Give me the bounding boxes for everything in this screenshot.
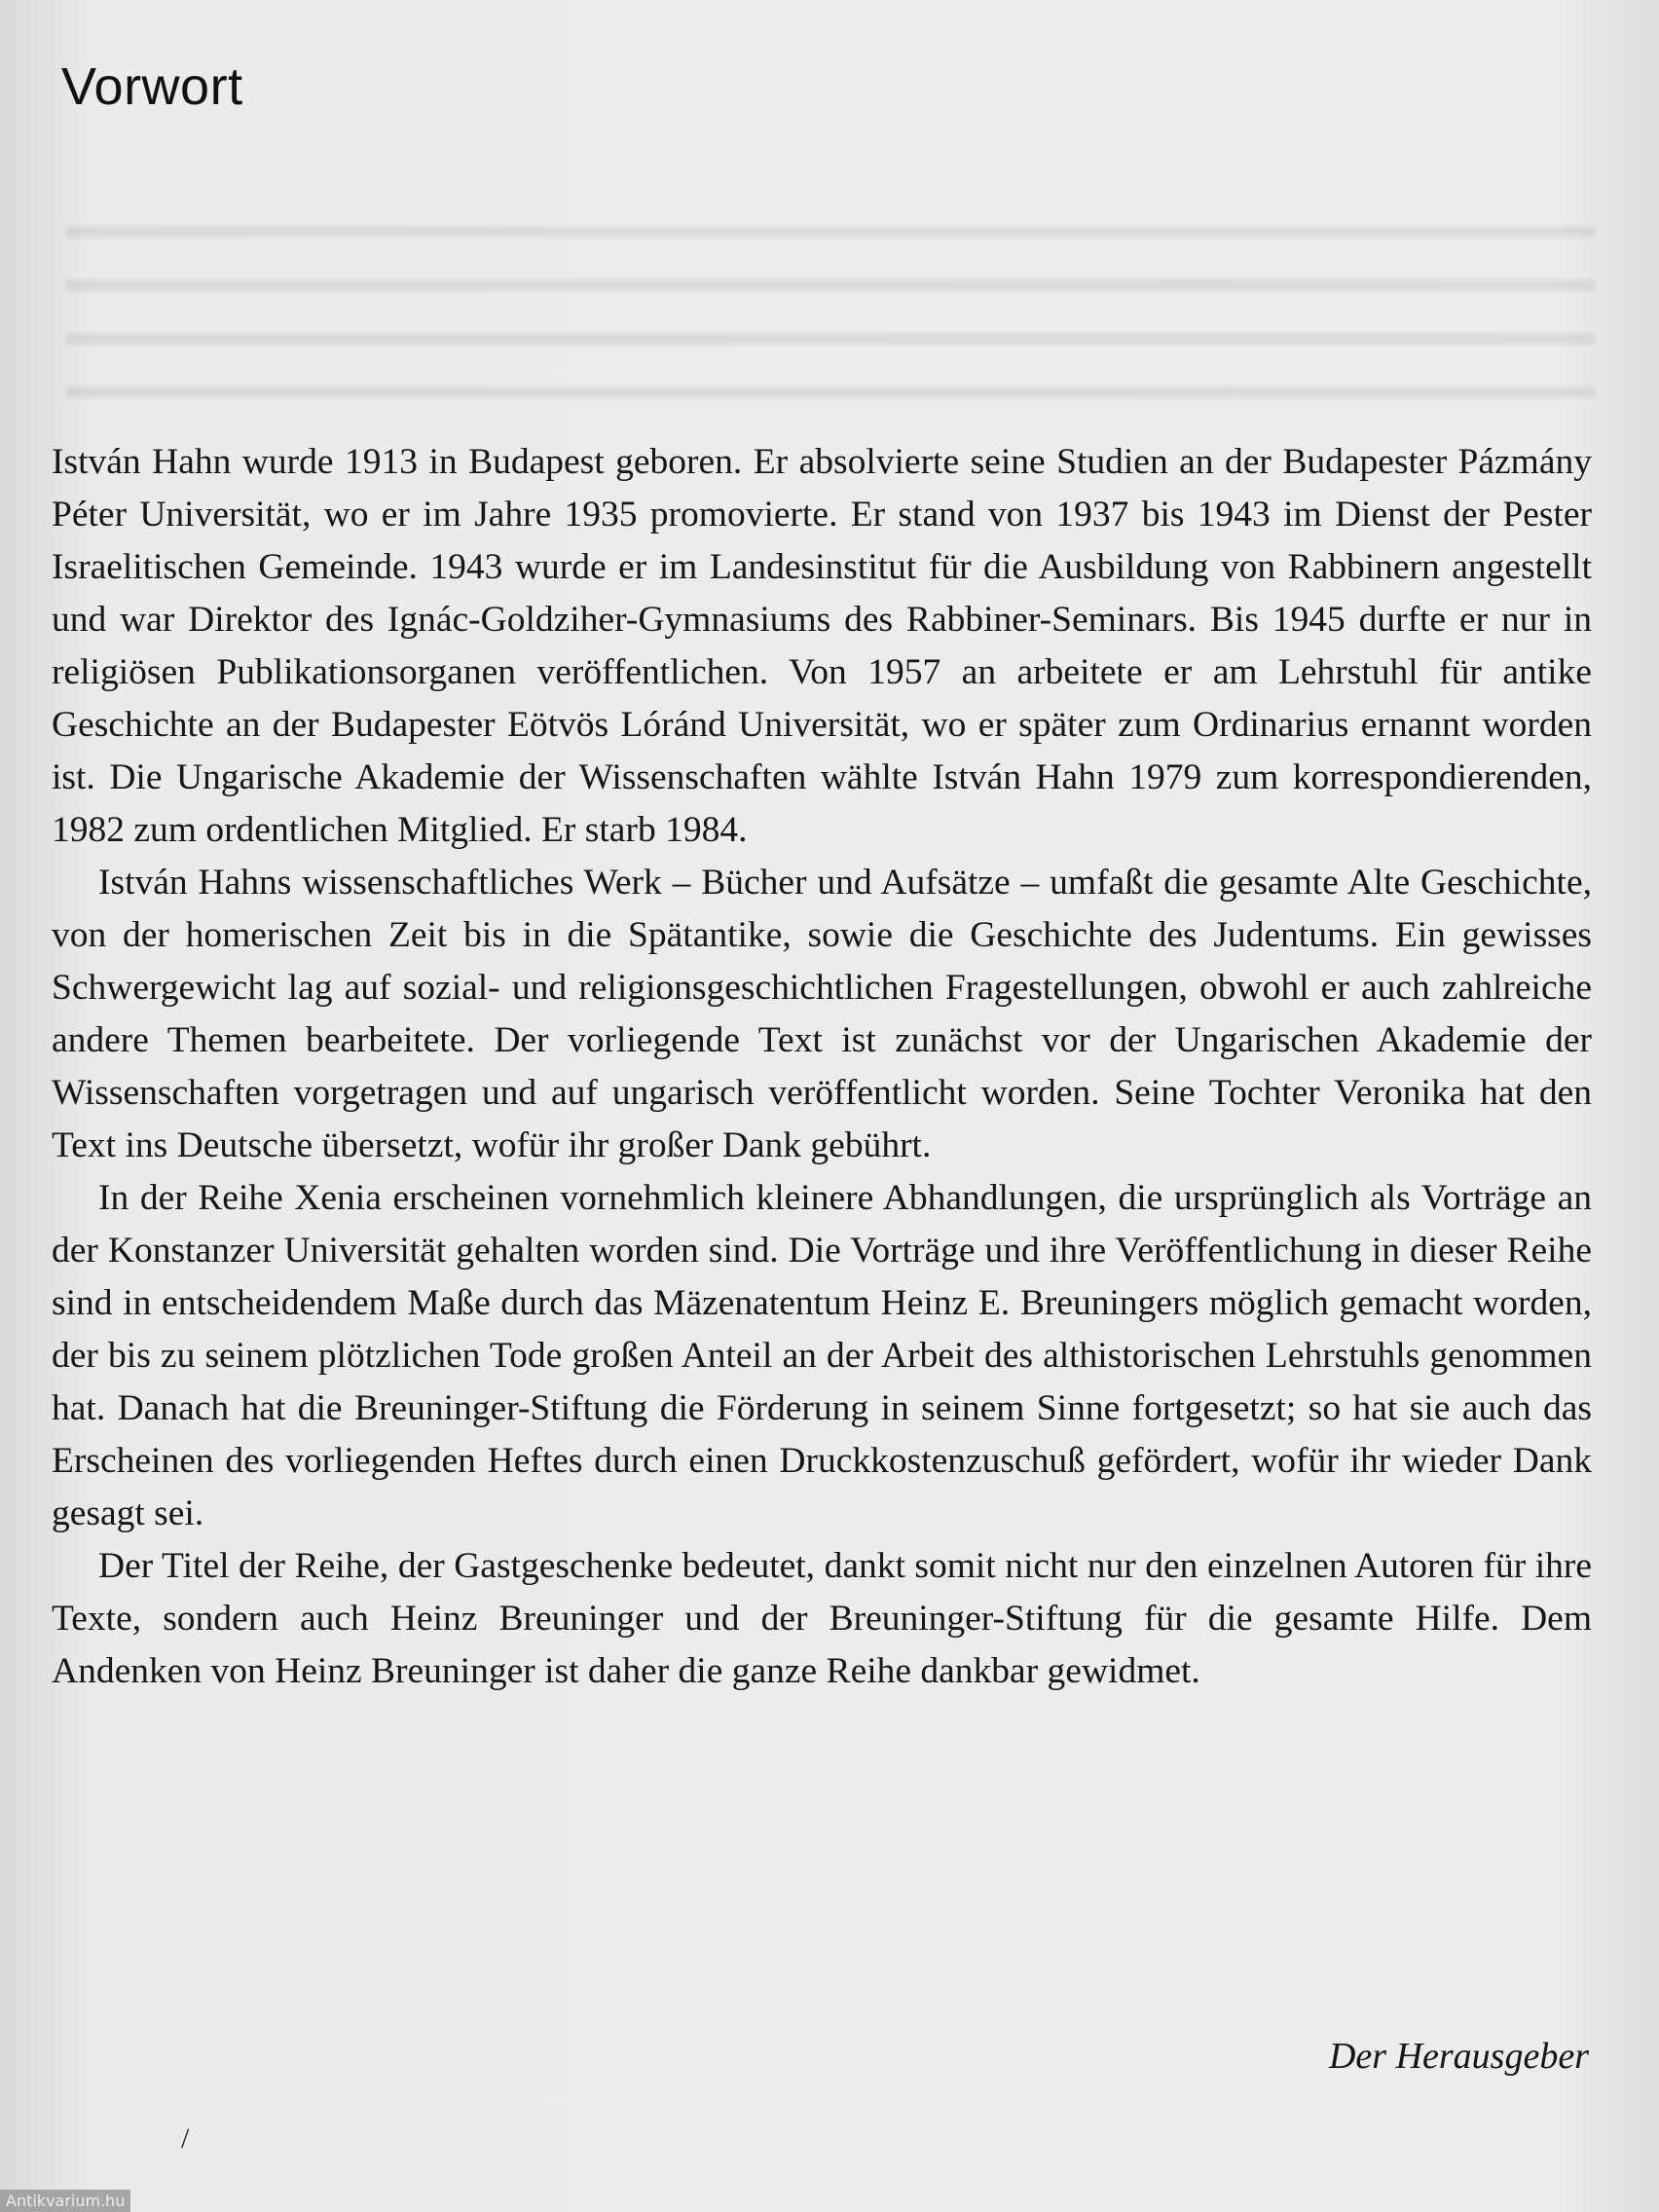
paragraph-biography: István Hahn wurde 1913 in Budapest geboren. Er absolvierte seine Studien an der Budapester Pázmány Péter Universität, wo er im Jahre 1935 promovierte. Er stand von 1937 bis 1943 im Dienst der Pester Israelitischen Gemeinde. 1943 wurde er im Landesinstitut für die Ausbildung von Rabbinern angestellt und war Direktor des Ignác-Goldziher-Gymnasiums des Rabbiner-Seminars. Bis 1945 durfte er nur in religiösen Publikationsorganen veröffentlichen. Von 1957 an arbeitete er am Lehrstuhl für antike Geschichte an der Budapester Eötvös Lóránd Universität, wo er später zum Ordinarius ernannt worden ist. Die Ungarische Akademie der Wissenschaften wählte István Hahn 1979 zum korrespondierenden, 1982 zum ordentlichen Mitglied. Er starb 1984. (52, 442, 1592, 850)
signature-editor: Der Herausgeber (1328, 2036, 1589, 2077)
paragraph-dedication: Der Titel der Reihe, der Gastgeschenke bedeutet, dankt somit nicht nur den einzelnen Autoren für ihre Texte, sondern auch Heinz Breuninger und der Breuninger-Stiftung für die gesamte Hilfe. Dem Andenken von Heinz Breuninger ist daher die ganze Reihe dankbar gewidmet. (52, 1546, 1592, 1691)
paragraph-xenia-series: In der Reihe Xenia erscheinen vornehmlich kleinere Abhandlungen, die ursprünglich als Vorträge an der Konstanzer Universität gehalten worden sind. Die Vorträge und ihre Veröffentlichung in dieser Reihe sind in entscheidendem Maße durch das Mäzenatentum Heinz E. Breuningers möglich gemacht worden, der bis zu seinem plötzlichen Tode großen Anteil an der Arbeit des althistorischen Lehrstuhls genommen hat. Danach hat die Breuninger-Stiftung die Förderung in seinem Sinne fortgesetzt; so hat sie auch das Erscheinen des vorliegenden Heftes durch einen Druckkostenzuschuß gefördert, wofür ihr wieder Dank gesagt sei. (52, 1178, 1592, 1533)
margin-mark: / (181, 2122, 190, 2155)
page-title: Vorwort (61, 57, 243, 116)
watermark-logo: Antikvarium.hu (0, 2190, 130, 2212)
paragraph-scholarly-work: István Hahns wissenschaftliches Werk – Bücher und Aufsätze – umfaßt die gesamte Alte Geschichte, von der homerischen Zeit bis in die Spätantike, sowie die Geschichte des Judentums. Ein gewisses Schwergewicht lag auf sozial- und religionsgeschichtlichen Fragestellungen, obwohl er auch zahlreiche andere Themen bearbeitete. Der vorliegende Text ist zunächst vor der Ungarischen Akademie der Wissenschaften vorgetragen und auf ungarisch veröffentlicht worden. Seine Tochter Veronika hat den Text ins Deutsche übersetzt, wofür ihr großer Dank gebührt. (52, 863, 1592, 1165)
bleed-through-text (66, 204, 1595, 438)
preface-body (52, 436, 1592, 1698)
